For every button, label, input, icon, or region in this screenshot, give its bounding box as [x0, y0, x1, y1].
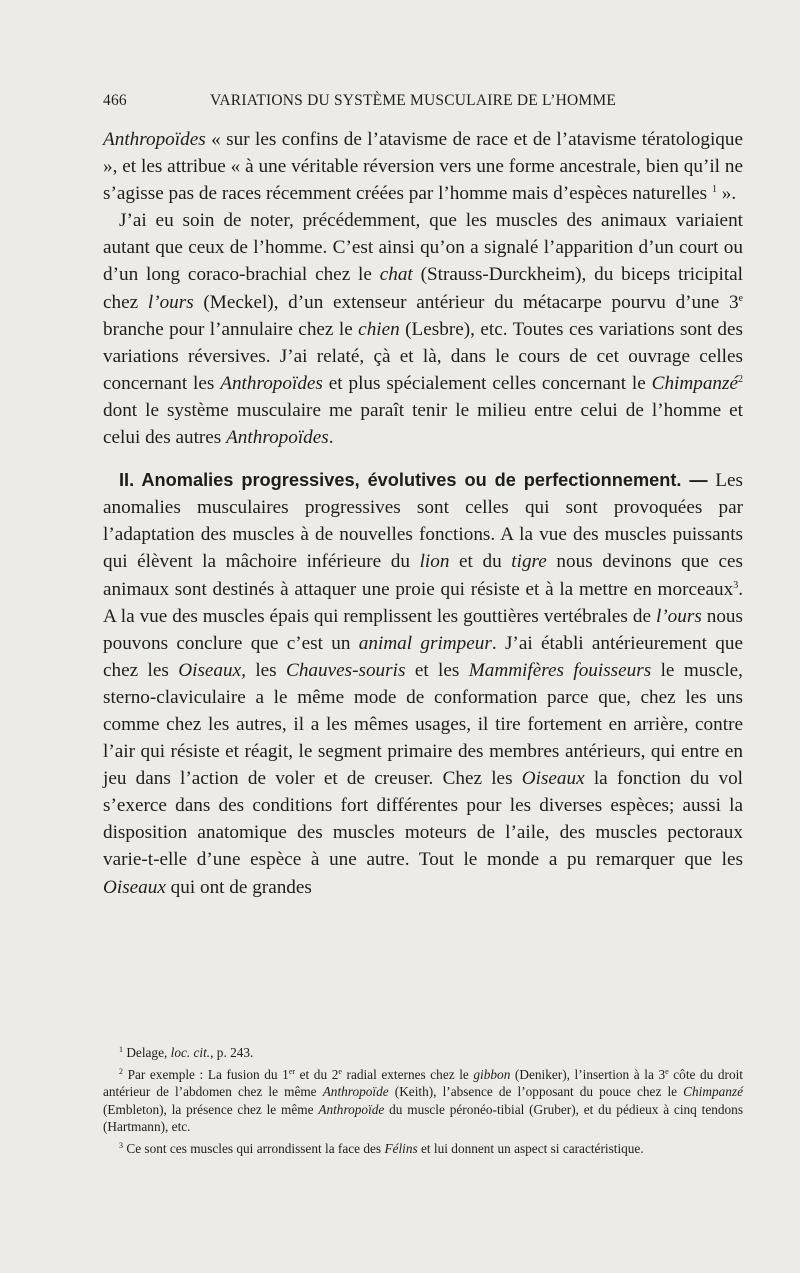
paragraph-1: Anthropoïdes « sur les confins de l’atavisme de race et de l’atavisme tératologique », et les attribue « à une véritable réversion vers une forme ancestrale, bien qu’il ne s’agisse pas de races récemment créées par l’homme mais d’espèces naturelles $^1$ ». [103, 129, 743, 205]
paragraph-3: II. Anomalies progressives, évolutives ou de perfectionnement. — Les anomalies musculaires progressives sont celles qui sont provoquées par l’adaptation des muscles à de nouvelles fonctions. A la vue des muscles puissants qui élèvent la mâchoire inférieure du lion et du tigre nous devinons que ces animaux sont destinés à attaquer une proie qui résiste et à la mettre en morceaux$^3$. A la vue des muscles épais qui remplissent les gouttières vertébrales de l’ours nous pouvons conclure que c’est un animal grimpeur. J’ai établi antérieurement que chez les Oiseaux, les Chauves-souris et les Mammifères fouisseurs le muscle, sterno-claviculaire a le même mode de conformation parce que, chez les uns comme chez les autres, il a les mêmes usages, il tire fortement en arrière, contre l’air qui résiste et réagit, le segment primaire des membres antérieurs, qui entre en jeu dans l’action de voler et de creuser. Chez les Oiseaux la fonction du vol s’exerce dans des conditions fort différentes pour les diverses espèces; aussi la disposition anatomique des muscles moteurs de l’aile, des muscles pectoraux varie-t-elle d’une espèce à une autre. Tout le monde a pu remarquer que les Oiseaux qui ont de grandes [103, 470, 744, 898]
section-heading: II. Anomalies progressives, évolutives ou de perfectionnement. — [119, 470, 708, 491]
footnotes [103, 1044, 743, 1157]
running-title: VARIATIONS DU SYSTÈME MUSCULAIRE DE L’HOMME [210, 92, 617, 109]
page-number: 466 [103, 92, 127, 109]
footnote-3: $^3$ Ce sont ces muscles qui arrondissent la face des Félins et lui donnent un aspect si caractéristique. [119, 1140, 644, 1156]
footnote-ref-1: 1 [711, 184, 717, 196]
running-header [103, 92, 743, 116]
footnote-ref-2: 2 [738, 373, 743, 385]
footnote-1: $^1$ Delage, loc. cit., p. 243. [119, 1045, 254, 1060]
paragraph-2: J’ai eu soin de noter, précédemment, que les muscles des animaux variaient autant que ceux de l’homme. C’est ainsi qu’on a signalé l’apparition d’un court ou d’un long coraco-brachial chez le chat (Strauss-Durckheim), du biceps tricipital chez l’ours (Meckel), d’un extenseur antérieur du métacarpe pourvu d’une 3e branche pour l’annulaire chez le chien (Lesbre), etc. Toutes ces variations sont des variations réversives. J’ai relaté, çà et là, dans le cours de cet ouvrage celles concernant les Anthropoïdes et plus spécialement celles concernant le Chimpanzé$^2$ dont le système musculaire me paraît tenir le milieu entre celui de l’homme et celui des autres Anthropoïdes. [103, 210, 743, 449]
footnote-2: $^2$ Par exemple : La fusion du 1er et du 2e radial externes chez le gibbon (Deniker), l’insertion à la 3e côte du droit antérieur de l’abdomen chez le même Anthropoïde (Keith), l’absence de l’opposant du pouce chez le Chimpanzé (Embleton), la présence chez le même Anthropoïde du muscle péronéo-tibial (Gruber), et du pédieux à cinq tendons (Hartmann), etc. [103, 1066, 744, 1134]
body-text [103, 126, 743, 901]
footnote-ref-3: 3 [733, 579, 739, 591]
